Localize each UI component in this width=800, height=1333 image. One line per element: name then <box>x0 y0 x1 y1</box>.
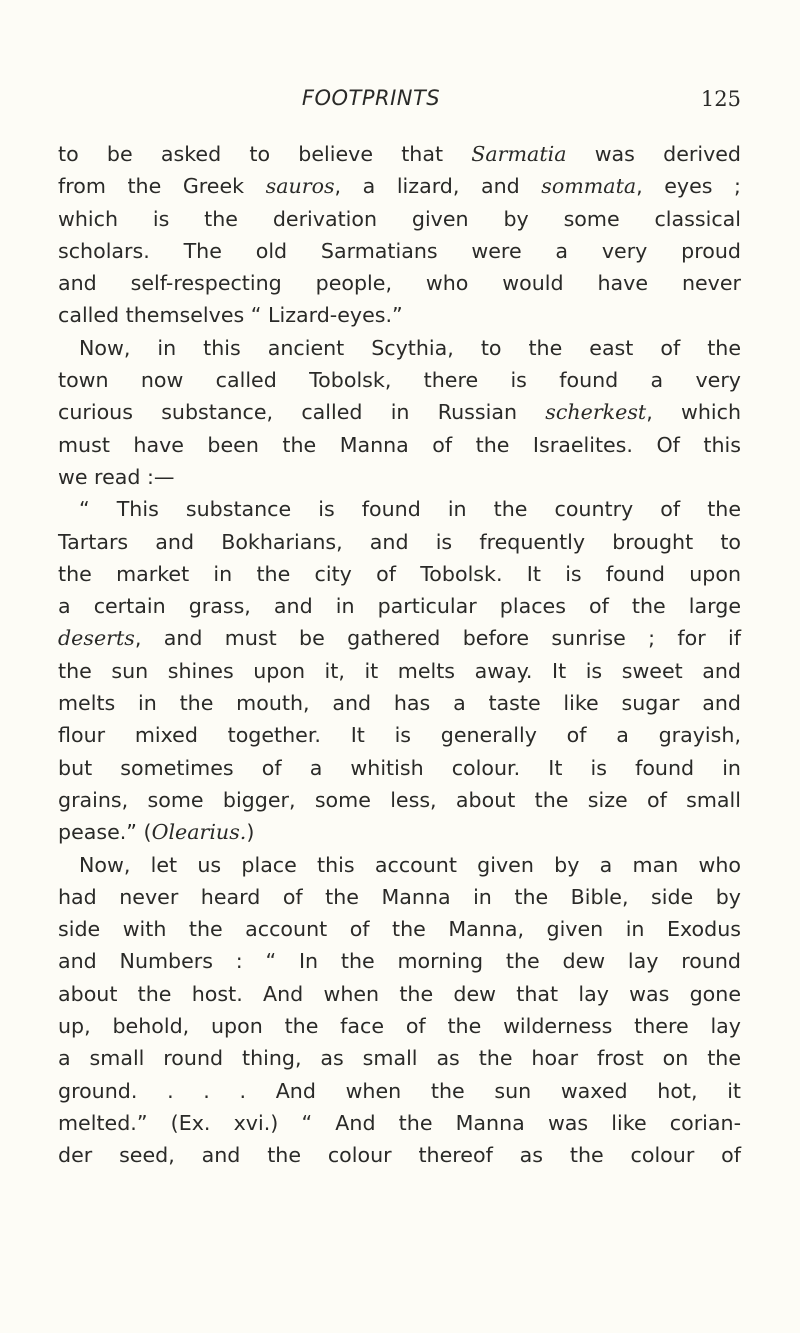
text-line <box>58 913 741 945</box>
text-segment: , which <box>646 400 741 425</box>
text-line <box>58 203 741 235</box>
text-segment: but sometimes of a whitish colour. It is found in <box>58 755 741 780</box>
text-line <box>58 1107 741 1139</box>
text-line <box>58 332 741 364</box>
page-number: 125 <box>700 87 741 111</box>
text-line <box>58 655 741 687</box>
text-line <box>58 1010 741 1042</box>
text-segment: ) <box>246 820 255 845</box>
text-segment: a small round thing, as small as the hoar frost on the <box>58 1046 741 1071</box>
text-segment: we read :— <box>58 464 175 489</box>
italic-text: deserts <box>58 626 135 651</box>
text-line <box>58 461 741 493</box>
text-line <box>58 299 741 331</box>
text-line <box>58 170 741 202</box>
text-segment: to be asked to believe that <box>58 142 472 166</box>
text-line <box>58 267 741 299</box>
text-segment: called themselves “ Lizard-eyes.” <box>58 303 403 328</box>
text-line <box>58 493 741 525</box>
text-line <box>58 687 741 719</box>
text-segment: Tartars and Bokharians, and is frequently brought to <box>58 529 741 554</box>
text-segment: “ This substance is found in the country of the <box>79 497 741 522</box>
text-segment: grains, some bigger, some less, about the size of small <box>58 787 741 812</box>
italic-text: Olearius. <box>151 820 247 845</box>
text-segment: the sun shines upon it, it melts away. It is sweet and <box>58 658 741 683</box>
text-segment: der seed, and the colour thereof as the colour of <box>58 1143 741 1168</box>
text-segment: was derived <box>566 142 741 166</box>
text-line <box>58 816 741 848</box>
running-head <box>58 86 741 118</box>
text-segment: , and must be gathered before sunrise ; for if <box>134 626 741 651</box>
text-line <box>58 526 741 558</box>
text-segment: up, behold, upon the face of the wilderness there lay <box>58 1014 741 1039</box>
text-line <box>58 752 741 784</box>
text-line <box>58 1139 741 1171</box>
text-line <box>58 1075 741 1107</box>
text-segment: , a lizard, and <box>334 174 542 199</box>
text-segment: town now called Tobolsk, there is found a very <box>58 368 741 393</box>
text-segment: and Numbers : “ In the morning the dew lay round <box>58 949 741 974</box>
text-line <box>58 590 741 622</box>
text-line <box>58 622 741 654</box>
text-segment: and self-respecting people, who would have never <box>58 271 741 296</box>
text-line <box>58 364 741 396</box>
text-line <box>58 558 741 590</box>
text-segment: scholars. The old Sarmatians were a very proud <box>58 238 741 263</box>
text-line <box>58 1042 741 1074</box>
text-segment: ground. . . . And when the sun waxed hot, it <box>58 1078 741 1103</box>
text-segment: pease.” ( <box>58 820 152 845</box>
text-segment: the market in the city of Tobolsk. It is found upon <box>58 561 741 586</box>
text-line <box>58 235 741 267</box>
italic-text: sauros <box>265 174 335 199</box>
text-segment: side with the account of the Manna, given in Exodus <box>58 917 741 942</box>
text-segment: must have been the Manna of the Israelites. Of this <box>58 432 741 457</box>
italic-text: sommata <box>541 174 637 199</box>
text-segment: Now, let us place this account given by a man who <box>79 852 741 877</box>
text-line <box>58 784 741 816</box>
italic-text: Sarmatia <box>471 142 567 166</box>
text-line <box>58 849 741 881</box>
text-line <box>58 138 741 170</box>
text-line <box>58 881 741 913</box>
text-segment: Now, in this ancient Scythia, to the east of the <box>79 335 741 360</box>
body-text <box>58 138 741 1172</box>
text-line <box>58 945 741 977</box>
text-line <box>58 396 741 428</box>
text-segment: about the host. And when the dew that lay was gone <box>58 981 741 1006</box>
text-line <box>58 719 741 751</box>
text-segment: which is the derivation given by some classical <box>58 206 741 231</box>
text-segment: melts in the mouth, and has a taste like sugar and <box>58 691 741 716</box>
text-segment: flour mixed together. It is generally of a grayish, <box>58 723 741 748</box>
text-segment: melted.” (Ex. xvi.) “ And the Manna was like corian- <box>58 1110 741 1135</box>
text-segment: from the Greek <box>58 174 266 199</box>
text-segment: a certain grass, and in particular places of the large <box>58 594 741 619</box>
running-title: FOOTPRINTS <box>301 86 441 110</box>
text-line <box>58 429 741 461</box>
text-segment: , eyes ; <box>636 174 741 199</box>
text-line <box>58 978 741 1010</box>
italic-text: scherkest <box>545 400 647 425</box>
text-segment: curious substance, called in Russian <box>58 400 546 425</box>
text-segment: had never heard of the Manna in the Bible, side by <box>58 884 741 909</box>
